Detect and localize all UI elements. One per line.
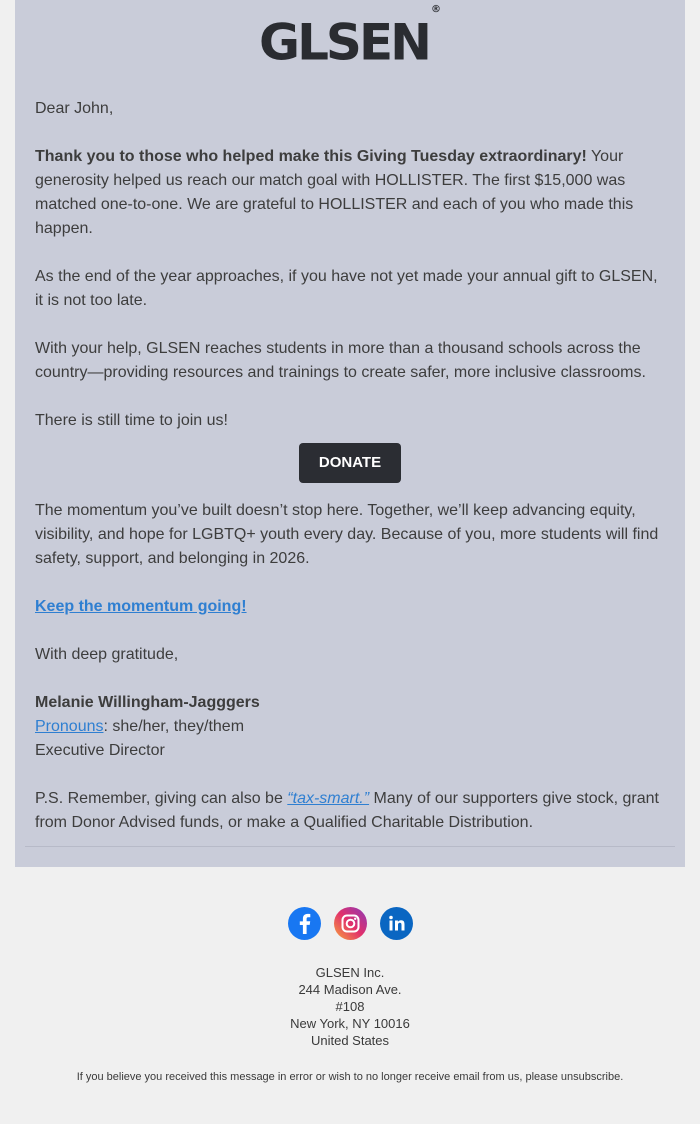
- pronouns-value: : she/her, they/them: [103, 718, 245, 735]
- email-card: [15, 0, 685, 867]
- greeting: Dear John,: [35, 100, 114, 117]
- glsen-logo: [15, 4, 685, 73]
- pronouns-link[interactable]: Pronouns: [35, 718, 104, 735]
- social-links: [0, 907, 700, 941]
- footer: [0, 867, 700, 1083]
- thank-you-rest: Your generosity helped us reach our match goal with HOLLISTER. The first $15,000 was matched one-to-one. We are grateful to HOLLISTER and each of you who made this happen.: [35, 148, 634, 237]
- paragraph-join: There is still time to join us!: [35, 412, 228, 429]
- address-street: 244 Madison Ave.: [298, 982, 402, 997]
- paragraph-impact: With your help, GLSEN reaches students in more than a thousand schools across the country—providing resources and trainings to create safer, more inclusive classrooms.: [35, 340, 646, 381]
- ps-rest: Many of our supporters give stock, grant from Donor Advised funds, or make a Qualified Charitable Distribution.: [35, 790, 659, 831]
- facebook-icon[interactable]: [288, 907, 321, 940]
- address-city: New York, NY 10016: [290, 1016, 410, 1031]
- thank-you-bold: Thank you to those who helped make this Giving Tuesday extraordinary!: [35, 148, 587, 165]
- donate-button[interactable]: DONATE: [299, 443, 401, 483]
- paragraph-momentum: The momentum you’ve built doesn’t stop here. Together, we’ll keep advancing equity, visibility, and hope for LGBTQ+ youth every day. Because of you, more students will find safety, support, and belonging in 2026.: [35, 502, 659, 567]
- instagram-icon[interactable]: [334, 907, 367, 940]
- keep-momentum-link[interactable]: Keep the momentum going!: [35, 598, 247, 615]
- ps-prefix: P.S. Remember, giving can also be: [35, 790, 288, 807]
- signature-name: Melanie Willingham-Jagggers: [35, 694, 260, 711]
- paragraph-momentum-link: [35, 595, 665, 619]
- paragraph-thank-you: [35, 145, 665, 241]
- registered-mark: ®: [430, 4, 441, 15]
- linkedin-icon[interactable]: [380, 907, 413, 940]
- signature-title: Executive Director: [35, 742, 165, 759]
- tax-smart-link[interactable]: “tax-smart.”: [287, 790, 370, 807]
- paragraph-ps: [35, 787, 665, 835]
- donate-wrap: [35, 443, 665, 483]
- address-suite: #108: [335, 999, 365, 1014]
- email-body: [35, 97, 665, 859]
- unsubscribe-notice: If you believe you received this message in error or wish to no longer receive email from us, please unsubscribe.: [76, 1071, 624, 1083]
- logo-text: GLSEN: [259, 13, 429, 72]
- address-country: United States: [310, 1033, 390, 1048]
- closing: With deep gratitude,: [35, 646, 179, 663]
- signature: [35, 691, 665, 763]
- mailing-address: [0, 964, 700, 1049]
- signature-pronouns: [35, 715, 665, 739]
- paragraph-year-end: As the end of the year approaches, if you have not yet made your annual gift to GLSEN, it is not too late.: [35, 268, 658, 309]
- divider: [25, 846, 675, 847]
- address-org: GLSEN Inc.: [315, 965, 385, 980]
